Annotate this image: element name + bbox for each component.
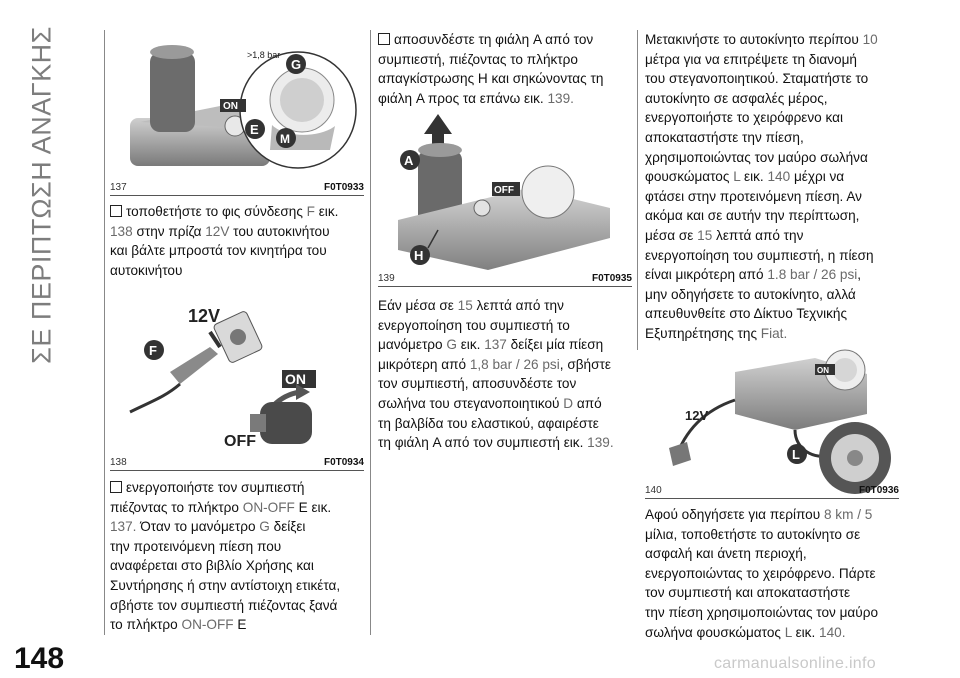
text-segment: 12V [205, 223, 230, 239]
callout-m: M [280, 132, 290, 146]
text-line [110, 241, 370, 261]
text-segment: 139. [587, 435, 614, 451]
text-segment: L [733, 169, 741, 185]
text-segment: L [784, 624, 792, 640]
voltage-label: 12V [685, 408, 709, 423]
paragraph-plug-connector [110, 202, 370, 280]
paragraph-after-driving [645, 505, 955, 642]
text-line [110, 498, 370, 518]
text-segment: μανόμετρο [378, 337, 447, 353]
text-line [378, 89, 636, 109]
figure-number: 139 [378, 273, 395, 284]
pressure-gauge [522, 166, 574, 218]
text-segment: Μετακινήστε το αυτοκίνητο περίπου [645, 32, 863, 47]
text-segment: και βάλτε μπροστά τον κινητήρα του [110, 243, 327, 259]
callout-h: H [414, 248, 424, 263]
voltage-label: 12V [188, 306, 221, 326]
text-segment: τον συμπιεστή και αποκαταστήστε [645, 585, 851, 601]
on-label: ON [285, 371, 306, 387]
text-line [378, 296, 636, 316]
text-segment: E εικ. [294, 499, 332, 515]
on-label: ON [223, 101, 238, 112]
column-divider [370, 30, 371, 635]
page-number: 148 [14, 642, 65, 675]
text-line [110, 517, 370, 537]
text-segment: αυτοκίνητο σε ασφαλές μέρος, [645, 90, 828, 106]
text-segment: απαγκίστρωσης H και σηκώνοντας τη [378, 71, 604, 87]
figure-code: F0T0936 [858, 485, 899, 496]
checkbox-bullet-icon [378, 33, 390, 45]
checkbox-bullet-icon [110, 205, 122, 217]
text-segment: ακόμα και σε αυτήν την περίπτωση, [645, 208, 860, 224]
paragraph-activate-compressor [110, 478, 370, 635]
text-segment: D [563, 395, 574, 411]
text-segment: ενεργοποίηση του συμπιεστή, η πίεση [645, 247, 874, 263]
text-segment: του αυτοκινήτου [229, 223, 330, 239]
text-line [645, 304, 955, 324]
text-segment: χρησιμοποιώντας τον μαύρο σωλήνα [645, 149, 868, 165]
text-line [110, 261, 370, 281]
text-line [645, 544, 955, 564]
text-segment: αναφέρεται στο βιβλίο Χρήσης και [110, 558, 314, 574]
text-segment: μέτρα για να επιτρέψετε τη διανομή [645, 51, 857, 67]
text-line [645, 623, 955, 643]
text-segment: ενεργοποιήστε το χειρόφρενο και [645, 110, 844, 126]
text-segment: 1,8 bar / 26 psi [469, 356, 560, 372]
text-line [378, 374, 636, 394]
checkbox-bullet-icon [110, 481, 122, 493]
text-segment: εικ. [456, 337, 485, 353]
text-line [110, 537, 370, 557]
text-line [110, 202, 370, 222]
text-segment: ON-OFF [242, 499, 295, 515]
text-segment: σβήστε τον συμπιεστή πιέζοντας ξανά [110, 597, 338, 613]
callout-g: G [291, 57, 302, 72]
text-segment: του στεγανοποιητικού. Σταματήστε το [645, 71, 869, 87]
text-segment: από [573, 395, 602, 411]
text-segment: Αφού οδηγήσετε για περίπου [645, 507, 824, 522]
text-segment: 140 [767, 169, 791, 185]
text-line [378, 355, 636, 375]
text-segment: τη φιάλη A από τον συμπιεστή εικ. [378, 435, 588, 451]
text-segment: εικ. [740, 169, 768, 185]
pressure-label: >1,8 bar [247, 50, 281, 60]
text-segment: ON-OFF [181, 617, 234, 633]
text-segment: 1.8 bar / 26 psi [767, 267, 858, 283]
text-line [110, 222, 370, 242]
text-line [645, 167, 955, 187]
text-segment: στην πρίζα [132, 223, 206, 239]
text-line [110, 576, 370, 596]
text-line [110, 556, 370, 576]
text-line [378, 50, 636, 70]
text-segment: φουσκώματος [645, 169, 734, 185]
text-segment: μικρότερη από [378, 356, 470, 372]
column-divider [637, 30, 638, 350]
text-line [645, 603, 955, 623]
text-line [645, 265, 955, 285]
text-segment: 10 [862, 32, 878, 47]
text-line [378, 394, 636, 414]
text-segment: συμπιεστή, πιέζοντας το πλήκτρο [378, 51, 578, 67]
paragraph-low-pressure [378, 296, 636, 453]
text-line [645, 206, 955, 226]
text-segment: αποκαταστήστε την πίεση, [645, 129, 804, 145]
text-segment: 138 [110, 223, 133, 239]
text-segment: ασφαλή και άνετη περιοχή, [645, 546, 807, 562]
figure-code: F0T0933 [323, 182, 364, 193]
text-segment: εικ. [791, 624, 820, 640]
text-line [645, 187, 955, 207]
figure-code: F0T0935 [591, 273, 632, 284]
paragraph-disconnect-bottle [378, 30, 636, 108]
text-segment: το πλήκτρο [110, 617, 182, 633]
text-line [645, 69, 955, 89]
text-segment: 15 [457, 298, 473, 313]
text-line [645, 50, 955, 70]
text-line [645, 108, 955, 128]
text-segment: λεπτά από την [712, 227, 804, 243]
text-segment: Συντήρησης ή στην αντίστοιχη ετικέτα, [110, 577, 341, 593]
column-divider [104, 30, 105, 635]
text-line [378, 433, 636, 453]
text-segment: αποσυνδέστε τη φιάλη A από τον [394, 32, 594, 47]
figure-number: 140 [645, 485, 662, 496]
callout-l: L [792, 447, 800, 462]
text-line [110, 596, 370, 616]
text-segment: φτάσει στην προτεινόμενη πίεση. Αν [645, 188, 862, 204]
section-side-title: ΣΕ ΠΕΡΙΠΤΩΣΗ ΑΝΑΓΚΗΣ [26, 26, 57, 364]
text-line [378, 316, 636, 336]
text-segment: σωλήνα του στεγανοποιητικού [378, 395, 564, 411]
text-segment: μέσα σε [645, 227, 698, 243]
text-segment: 15 [697, 227, 713, 243]
text-segment: 137. [110, 519, 137, 535]
text-line [110, 478, 370, 498]
text-line [645, 226, 955, 246]
text-segment: F [306, 204, 315, 219]
text-segment: 137 [484, 337, 507, 353]
paragraph-move-vehicle [645, 30, 955, 344]
text-segment: τοποθετήστε το φις σύνδεσης [126, 204, 307, 219]
text-line [645, 525, 955, 545]
text-segment: ενεργοποιώντας το χειρόφρενο. Πάρτε [645, 565, 876, 581]
text-segment: τον συμπιεστή, αποσυνδέστε τον [378, 376, 577, 392]
text-line [378, 69, 636, 89]
text-segment: μίλια, τοποθετήστε το αυτοκίνητο σε [645, 526, 861, 542]
text-segment: μέχρι να [790, 169, 845, 185]
text-segment: G [259, 519, 270, 535]
text-segment: δείξει [269, 519, 306, 535]
text-line [645, 583, 955, 603]
text-segment: 139. [547, 90, 574, 106]
text-segment: φιάλη A προς τα επάνω εικ. [378, 90, 548, 106]
figure-140 [645, 330, 899, 499]
text-segment: είναι μικρότερη από [645, 267, 768, 283]
text-line [645, 246, 955, 266]
text-segment: τη βαλβίδα του ελαστικού, αφαιρέστε [378, 415, 599, 431]
text-segment: , [857, 267, 862, 283]
callout-e: E [250, 122, 259, 137]
text-segment: λεπτά από την [472, 298, 564, 313]
text-segment: 140. [819, 624, 846, 640]
text-segment: απευθυνθείτε στο Δίκτυο Τεχνικής [645, 306, 848, 322]
sealant-bottle [150, 52, 195, 132]
figure-138 [110, 302, 364, 471]
text-segment: Fiat. [760, 325, 788, 341]
text-line [645, 89, 955, 109]
text-line [378, 335, 636, 355]
text-segment: E [233, 617, 247, 633]
text-segment: 8 km / 5 [823, 507, 873, 522]
text-segment: αυτοκινήτου [110, 262, 183, 278]
figure-139 [378, 110, 632, 287]
text-segment: σωλήνα φουσκώματος [645, 624, 785, 640]
text-segment: μην οδηγήσετε το αυτοκίνητο, αλλά [645, 286, 856, 302]
text-segment: G [446, 337, 457, 353]
text-line [378, 30, 636, 50]
text-segment: την πίεση χρησιμοποιώντας τον μαύρο [645, 604, 878, 620]
off-label: OFF [224, 433, 256, 450]
figure-code: F0T0934 [323, 457, 364, 468]
on-label: ON [817, 366, 829, 375]
text-segment: Εξυπηρέτησης της [645, 325, 761, 341]
plug-connector [170, 347, 218, 384]
knob [260, 402, 312, 444]
text-segment: Εάν μέσα σε [378, 298, 458, 313]
callout-f: F [149, 343, 157, 358]
text-segment: ενεργοποιήστε τον συμπιεστή [126, 480, 305, 495]
text-segment: ενεργοποίηση του συμπιεστή το [378, 317, 570, 333]
text-segment: Όταν το μανόμετρο [136, 519, 260, 535]
text-segment: , σβήστε [559, 356, 611, 372]
text-line [645, 30, 955, 50]
text-segment: εικ. [314, 204, 339, 219]
watermark: carmanualsonline.info [714, 655, 876, 672]
callout-a: A [404, 153, 414, 168]
text-line [645, 564, 955, 584]
text-line [645, 128, 955, 148]
up-arrow-icon [424, 114, 452, 144]
text-line [645, 285, 955, 305]
figure-137 [110, 30, 364, 196]
text-line [645, 505, 955, 525]
text-segment: την προτεινόμενη πίεση που [110, 538, 282, 554]
text-line [378, 414, 636, 434]
text-line [110, 615, 370, 635]
text-segment: πιέζοντας το πλήκτρο [110, 499, 243, 515]
figure-number: 138 [110, 457, 127, 468]
figure-number: 137 [110, 182, 127, 193]
text-segment: δείξει μία πίεση [506, 337, 604, 353]
off-label: OFF [494, 185, 514, 196]
text-line [645, 148, 955, 168]
